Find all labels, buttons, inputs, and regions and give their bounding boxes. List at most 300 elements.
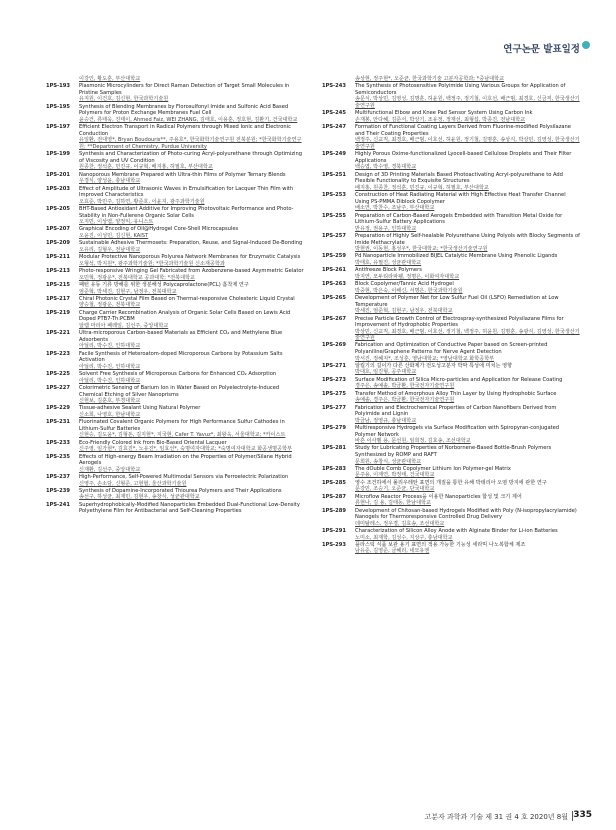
program-entry [322,124,580,150]
program-entry [322,151,580,171]
program-entry [322,494,580,507]
entry-code: 1PS-207 [46,226,70,233]
right-lead-authors-text: 송상현, 정주현*, 오준균, 한국과학기술 고분자공학과; *중남대학교 [355,76,505,82]
entry-authors-text: 경주은, 송예솔, 박금환, 한국전자기술연구원 [355,383,455,390]
entry-authors-text: 반유정, 권용구, 인하대학교 [355,225,417,232]
entry-authors [355,500,580,507]
entry-body [79,419,304,439]
entry-body [79,440,304,453]
program-entry [46,330,304,350]
entry-code: 1PS-203 [46,185,70,192]
entry-authors-text: 박지연, 모두티라파웰, 정명은, 이화여자대학교 [355,273,460,280]
entry-body [79,124,304,150]
entry-code: 1PS-279 [322,425,346,432]
entry-code: 1PS-201 [46,171,70,178]
entry-code: 1PS-217 [46,295,70,302]
entry-title: Synthesis of Blending Membranes by Florosulfonyl Imide and Sulfonic Acid Based Polymers for Proton Exchange Membranes Fuel Cell [79,103,289,117]
header-section-title: 연구논문 발표일정 [503,44,580,55]
entry-code: 1PS-285 [322,479,346,486]
program-entry [322,213,580,233]
entry-authors [355,438,580,445]
entry-authors [355,137,580,150]
entry-code: 1PS-251 [322,171,346,178]
entry-body [355,281,580,294]
entry-title: 플라스틱 식품 보관 용기 표면의 적용 가능한 기능성 세라믹 나노복합체 제조 [355,541,526,548]
entry-body [355,391,580,404]
entry-body [355,124,580,150]
entry-body [79,351,304,371]
entry-title: Charge Carrier Recombination Analysis of Organic Solar Cells Based on Lewis Acid Doped PTB7-Th:PCBM [79,309,291,323]
entry-code: 1PS-275 [322,390,346,397]
entry-title: The dOuble Comb Copolymer Lithium Ion Polymer-gel Matrix [355,465,511,472]
program-entry [322,466,580,479]
entry-authors-text: 박대호, 임진형, 공주대학교 [355,369,417,376]
entry-code: 1PS-193 [46,83,70,90]
entry-title: Study for Lubricating Properties of Norbornene-Based Bottle-Brush Polymers Synthesized by ROMP and RAFT [355,445,552,459]
entry-authors-text: 박중현, 박은숙, 이해신, 서명은, 한국과학기술원 [355,287,463,294]
entry-authors-text: 신영주, 손소담, 신형준, 고현협, 울산과학기술원 [79,480,187,487]
entry-body [79,104,304,124]
entry-title: Fluorinated Covalent Organic Polymers for High Performance Sulfur Cathodes in Lithium-Sulfur Batteries [79,419,285,432]
entry-authors [355,329,580,342]
entry-authors [355,418,580,425]
program-entry [322,233,580,253]
entry-code: 1PS-205 [46,205,70,212]
entry-title: Highly Porous Oxime-functionalized Lyocell-based Cellulose Droplets and Their Filter Applications [355,151,572,164]
entry-title: Antifreeze Block Polymers [355,267,422,274]
entry-authors [79,398,304,405]
entry-body [355,405,580,425]
entry-code: 1PS-239 [46,487,70,494]
entry-code: 1PS-199 [46,151,70,158]
entry-code: 1PS-223 [46,350,70,357]
entry-title: Fabrication and Electrochemical Properties of Carbon Nanofibers Derived from Polyimide and Lignin [355,404,557,418]
entry-authors [79,261,304,268]
entry-authors-text: 알렙 마리아 페레일, 김선주, 중앙대학교 [79,322,169,329]
entry-body [79,226,304,239]
entry-authors-text: 문강민, 조승기, 오준균, 단국대학교 [355,486,435,493]
entry-authors [79,233,304,240]
entry-authors [79,137,304,150]
program-entry [46,124,304,150]
program-entry [46,83,304,103]
right-column [322,76,580,556]
program-entry [322,542,580,555]
entry-title: Plasmonic Microcylinders for Direct Raman Detection of Target Small Molecules in Pristine Samples [79,83,290,96]
entry-authors [79,117,304,124]
entry-authors-text: 배지홍, 원종찬, 정석훈, 민진규, 이규혁, 허필호, 부산대학교 [355,184,489,191]
entry-code: 1PS-197 [46,124,70,131]
entry-authors-text: 박태호, 유필진, 성균관대학교 [355,259,422,266]
program-entry [322,425,580,445]
entry-authors-text: 신소희, 나영호, 한남대학교 [79,411,141,418]
program-entry [46,186,304,206]
entry-authors-text: 신현승, 김도윤*, 김형돈, 김지현*, 지국현, Cafer T. Yavuz*, 최왕욱, 서울대학교; *카이스트 [79,432,286,439]
entry-body [355,151,580,171]
entry-body [355,377,580,390]
entry-code: 1PS-291 [322,528,346,535]
entry-body [355,253,580,266]
entry-authors-text: 배소연, 박찬수, 조남주, 부산대학교 [355,205,435,212]
entry-authors-text: 송선구, 하성균, 최재민, 김현우, 송창식, 성균관대학교 [79,494,200,501]
entry-title: Preparation of Carbon-Based Aerogels Embedded with Transition Metal Oxide for Lithium-Sulfur Battery Applications [355,212,563,226]
entry-title: Nanoporous Membrane Prepared with Ultra-thin Films of Polymer Ternary Blends [79,171,286,178]
entry-code: 1PS-293 [322,541,346,548]
entry-title: Photo-responsive Wringing Gel Fabricated from Azobenzene-based Asymmetric Gelator [79,268,304,275]
program-entry [322,528,580,541]
entry-body [355,233,580,253]
entry-body [355,425,580,445]
entry-authors-text: 윤승건, 류태욱, 진태이, Ahmed Faiz, WEI ZHANG, 김태호, 이용훈, 정호현, 김환기, 건국대학교 [79,116,298,123]
entry-body [79,454,304,474]
program-entry [322,316,580,342]
entry-authors-text: 박서진, 정혜지*, 조성훈, 영남대학교; *영남대학교 화학공학부 [355,355,495,362]
entry-title: Transfer Method of Amorphous Alloy Thin Layer by Using Hydrophobic Surface [355,390,557,397]
program-entry [322,172,580,192]
entry-title: Multiresponsive Hydrogels via Surface Modification with Spiropyran-conjugated Polymer Network [355,425,560,438]
entry-body [79,151,304,171]
entry-code: 1PS-277 [322,404,346,411]
program-entry [46,488,304,501]
entry-authors-text: 아딜리, 박수진, 인하대학교 [79,343,141,350]
entry-title: Characterization of Silicon Alloy Anode with Alginate Binder for Li-ion Batteries [355,528,558,535]
entry-authors [79,199,304,206]
program-entry [322,363,580,376]
entry-body [355,466,580,479]
entry-authors [355,274,580,281]
entry-body [79,405,304,418]
entry-authors-text: 오유리, 김형우, 전남대학교 [79,246,141,253]
entry-authors [355,397,580,404]
entry-authors [355,260,580,267]
entry-title: Effect of Amplitude of Ultrasonic Waves in Emulsification for Lacquer Thin Film with Improved Characteristics [79,185,294,199]
entry-body [355,192,580,212]
program-entry [322,253,580,266]
entry-code: 1PS-259 [322,253,346,260]
entry-authors-text: 우경식, 양성윤, 충남대학교 [79,178,141,185]
entry-title: Development of Chitosan-based Hydrogels Modified with Poly (N-isopropylacrylamide) Nanogels for Thermoresponsive Controlled Drug Delivery [355,507,577,521]
program-entry [46,172,304,185]
entry-authors-text: 박상민, 신교직, 최경호, 배근범, 이호선, 정기철, 백정주, 허윤원, 김명훈, 송광식, 김영성, 한국생산기술연구원 [355,328,580,342]
program-entry [46,240,304,253]
entry-title: Efficient Electron Transport in Radical Polymers through Mixed Ionic and Electronic Conduction [79,124,291,137]
entry-body [79,282,304,295]
entry-authors-text: 송예솔, 경주은, 박금환, 한국전자기술연구원 [355,397,455,404]
entry-authors-text: 남유준, 김영준, 금혜리, 네모유엔 [355,548,430,555]
entry-authors [79,467,304,474]
entry-body [355,110,580,123]
entry-authors [355,205,580,212]
entry-authors [355,535,580,542]
entry-body [79,371,304,384]
program-entry [322,110,580,123]
entry-authors [355,185,580,192]
entry-code: 1PS-241 [46,501,70,508]
page-footer [0,806,616,826]
program-entry [322,295,580,315]
entry-body [79,268,304,281]
entry-title: Modular Protective Nanoporous Polyurea Network Membranes for Enzymatic Catalysis [79,254,301,261]
entry-code: 1PS-267 [322,315,346,322]
entry-code: 1PS-283 [322,465,346,472]
entry-body [355,480,580,493]
entry-title: Effects of High-energy Beam Irradiation on the Properties of Polymer/Silane Hybrid Aerogels [79,453,292,467]
entry-authors [79,364,304,371]
entry-code: 1PS-235 [46,453,70,460]
entry-authors-text: 신주영, 임가현*, 김효진*, 노유진*, 임효선*, 숙명여자대학교; *숙명여자대학교 화공생명공학부 [79,446,292,453]
program-entry [322,508,580,528]
entry-authors-text: 오윤진, 이성민, 김신현, KAIST [79,232,149,239]
entry-authors [79,446,304,453]
entry-authors [355,459,580,466]
program-entry [46,502,304,515]
entry-authors-text: 유일환, 전대영*, Bryan Boudouris**, 주용호*, 한국화학기술연구원 전북분원; *한국화학기술연구원; **Department of Chemistry, Purdue University [79,137,302,150]
entry-authors [355,356,580,363]
entry-code: 1PS-237 [46,474,70,481]
entry-title: Synthesis of Dopamine-Incorporated Thiourea Polymers and Their Applications [79,487,282,494]
entry-code: 1PS-247 [322,124,346,131]
program-entry [46,268,304,281]
entry-body [79,186,304,206]
entry-authors [79,343,304,350]
entry-body [79,385,304,405]
entry-authors-text: 박현권, 이동현, 홍성우*, 한국대학교; *한국생산기술연구원 [355,246,488,253]
entry-authors [79,164,304,171]
header-dot-icon [582,41,590,49]
left-column [46,76,304,516]
entry-title: Development of Polymer Net for Low Sulfur Fuel Oil (LSFO) Remediation at Low Temperature [355,295,559,308]
entry-code: 1PS-265 [322,295,346,302]
entry-body [79,254,304,267]
program-entry [322,405,580,425]
entry-body [79,310,304,330]
entry-body [355,172,580,192]
entry-title: Colorimetric Sensing of Barium Ion in Water Based on Polyelectrolyte-Induced Chemical Etching of Silver Nanoprisms [79,384,280,398]
entry-code: 1PS-195 [46,103,70,110]
entry-body [79,502,304,515]
entry-title: Solvent Free Synthesis of Microporous Carbons for Enhanced CO₂ Adsorption [79,371,277,378]
entry-title: Preparation of Highly Self-healable Polyurethane Using Polyols with Blocky Segments of Imide Methacrylate [355,232,580,246]
entry-authors [79,323,304,330]
footer-journal-title: 고분자 과학과 기술 제 31 권 4 호 2020년 8월 [424,813,568,821]
entry-authors [79,275,304,282]
entry-body [79,206,304,226]
entry-authors-text: 신현보, 김훈호, 부경대학교 [79,398,141,405]
entry-authors [79,481,304,488]
program-entry [46,104,304,124]
entry-authors [79,219,304,226]
entry-code: 1PS-269 [322,342,346,349]
entry-code: 1PS-227 [46,384,70,391]
program-entry [322,267,580,280]
entry-code: 1PS-245 [322,110,346,117]
entry-authors [79,494,304,501]
entry-code: 1PS-287 [322,493,346,500]
entry-code: 1PS-257 [322,232,346,239]
entry-title: 영수 조건하에서 폴리우레탄 표면의 개질을 통한 유해 박테리아 오염 방지에 관한 연구 [355,479,547,486]
entry-code: 1PS-271 [322,362,346,369]
entry-title: Eco-Friendly Colored Ink from Bio-Based Oriental Lacquer [79,439,227,446]
entry-title: Superhydrophobically-Modified Nanoparticles Embedded Dual-Functional Low-Density Polyethylene Film for Antibacterial and Self-Cleaning Properties [79,501,300,515]
entry-authors [79,302,304,309]
entry-authors [355,383,580,390]
program-entry [46,310,304,330]
entry-code: 1PS-243 [322,83,346,90]
entry-code: 1PS-273 [322,376,346,383]
entry-authors-text: 박금남, 정영규, 충남대학교 [355,417,417,424]
entry-code: 1PS-215 [46,281,70,288]
entry-authors [355,246,580,253]
entry-authors [79,247,304,254]
entry-authors-text: 신재환, 김선주, 중앙대학교 [79,466,141,473]
entry-authors-text: 오민혁, 정광운*, 전북대학교 공과대학; *전북대학교 [79,274,195,281]
entry-authors-text: 오형석, 박지원*, 광주과학기술원; *한국과학기술원 신소재공학과 [79,260,225,267]
entry-body [79,296,304,309]
program-entry [46,206,304,226]
program-entry [46,440,304,453]
entry-authors-text: 원종찬, 정석훈, 민진규, 이규혁, 배지홍, 허필호, 부산대학교 [79,164,213,171]
entry-code: 1PS-263 [322,281,346,288]
entry-authors-text: 아딜리, 박수진, 인하대학교 [79,377,141,384]
entry-authors-text: 문주용, 이재연, 박정태, 건국대학교 [355,472,435,479]
program-entry [46,151,304,171]
entry-body [79,488,304,501]
entry-body [355,542,580,555]
entry-body [355,267,580,280]
entry-code: 1PS-213 [46,268,70,275]
entry-code: 1PS-249 [322,151,346,158]
entry-authors-text: 유지원, 이건호, 김신현, 한국과학기술원 [79,96,169,103]
entry-body [79,172,304,185]
program-entry [322,391,580,404]
entry-title: Synthesis and Characterization of Photo-curing Acryl-polyurethane through Optimizing of Viscosity and UV Condition [79,151,302,164]
entry-code: 1PS-231 [46,419,70,426]
program-entry [46,454,304,474]
entry-authors-text: 양승철, 정광운, 전북대학교 [79,302,141,309]
program-entry [46,371,304,384]
entry-authors-text: 송문식, 박상민, 김영성, 김명훈, 허윤원, 백정주, 정기철, 이호선, 배근범, 최경호, 신금직, 한국생산기술연구원 [355,96,580,109]
entry-authors-text: 문희원, 송창식, 성균관대학교 [355,458,422,465]
entry-authors [355,548,580,555]
entry-body [79,240,304,253]
entry-authors-text: 오지민, 이상엽, 양정익, 유니스트 [79,219,154,226]
entry-body [79,474,304,487]
page-number: 335 [573,810,592,820]
entry-body [355,363,580,376]
entry-title: Sustainable Adhesive Thermosets: Preparation, Reuse, and Signal-Induced De-Bonding [79,240,303,247]
entry-title: 패턴 유동 기류 방해를 위한 생분해성 Polycaprolactone(PCL) 흡착제 연구 [79,281,249,288]
program-entry [46,254,304,267]
entry-authors [79,412,304,419]
entry-authors-text: 데미탈레스, 정우경, 김효송, 조선대학교 [355,520,445,527]
entry-authors [355,288,580,295]
entry-code: 1PS-255 [322,212,346,219]
program-entry [322,480,580,493]
entry-title: Fabrication and Optimization of Conductive Paper based on Screen-printed Polyaniline/Graphene Patterns for Nerve Agent Detection [355,342,548,356]
entry-authors-text: 손재봉, 안다혜, 김준서, 박상기, 조유정, 정재선, 최형섭, 박종진, 전남대학교 [355,116,526,123]
entry-title: Multifunctional Elbow and Knee Pad Sensor System Using Carbon Ink [355,110,533,117]
entry-authors [355,164,580,171]
entry-body [79,83,304,103]
entry-code: 1PS-211 [46,254,70,261]
entry-authors-text: 엄준혁, 박세진, 김현구, 남정우, 전북대학교 [79,288,177,295]
entry-title: Facile Synthesis of Heteroatom-doped Microporous Carbons by Potassium Salts Activation [79,350,283,364]
entry-title: The Synthesis of Photosensitive Polyimide Using Various Groups for Application of Semiconductors [355,83,566,96]
entry-code: 1PS-289 [322,507,346,514]
entry-authors [355,226,580,233]
program-entry [46,474,304,487]
program-entry [46,282,304,295]
entry-body [355,342,580,362]
entry-title: Construction of Heat Radiating Material with High Effective Heat Transfer Channel Using PS-PMMA Diblock Copolymer [355,192,566,205]
entry-body [355,528,580,541]
entry-authors [79,378,304,385]
program-entry [322,192,580,212]
entry-title: BHT-Based Antioxidant Additive for Improving Photovoltaic Performance and Photo-Stability in Non-Fullerene Organic Solar Cells [79,205,294,219]
entry-authors-text: 바흔 이사벨 용, 문선원, 임희정, 김효송, 조선대학교 [355,438,471,445]
entry-authors [355,521,580,528]
entry-code: 1PS-219 [46,309,70,316]
entry-code: 1PS-225 [46,371,70,378]
program-entry [46,405,304,418]
entry-authors [355,486,580,493]
entry-title: Ultra-microporous Carbon-based Materials as Efficient CO₂ and Methylene Blue Adsorbents [79,330,283,343]
left-lead-authors-text: 이강인, 황도훈, 부산대학교 [79,76,141,82]
program-entry [46,296,304,309]
entry-authors-text: 노미소, 최재학, 김성수, 지상구, 충남대학교 [355,534,453,541]
program-entry [322,377,580,390]
entry-body [355,316,580,342]
program-entry [46,385,304,405]
entry-body [355,445,580,465]
entry-authors-text: 백승엽, 박수영, 경북대학교 [355,164,417,171]
entry-title: Tissue-adhesive Sealant Using Natural Polymer [79,405,201,412]
entry-authors [355,117,580,124]
entry-title: Graphical Encoding of Oil@Hydrogel Core-Shell Microcapsules [79,226,239,233]
entry-authors-text: 오효준, 박민주, 김하연, 황준호, 이윤지, 광주과학기술원 [79,198,205,205]
entry-title: Design of 3D Printing Materials Based Photoactivating Acryl-polyurethane to Add Flexible Functionality to Exquisite Structures [355,171,563,185]
entry-authors [79,178,304,185]
entry-title: Surface Modification of Silica Micro-particles and Application for Release Coating [355,376,563,383]
program-entry [46,351,304,371]
entry-authors [355,472,580,479]
entry-title: Formation of Functional Coating Layers Derived from Fluorine-modified Polysilazane and Their Coating Properties [355,124,571,137]
program-entry [322,342,580,362]
entry-authors [79,96,304,103]
left-lead-authors [46,76,304,83]
entry-body [355,83,580,109]
entry-authors-text: 박세진, 엄준혁, 김현구, 남정우, 전북대학교 [355,308,453,315]
entry-authors-text: 류현나, 김 용, 김태동, 한남대학교 [355,500,431,507]
entry-authors [355,96,580,109]
entry-body [79,330,304,350]
entry-body [355,213,580,233]
entry-authors [355,308,580,315]
entry-code: 1PS-233 [46,439,70,446]
entry-code: 1PS-253 [322,192,346,199]
entry-body [355,494,580,507]
right-lead-authors [322,76,580,83]
entry-authors [355,369,580,376]
entry-authors [79,432,304,439]
program-entry [46,419,304,439]
entry-title: Chiral Photonic Crystal Film Based on Thermal-responsive Cholesteric Liquid Crystal [79,295,295,302]
entry-title: Precise Particle Growth Control of Electrospray-synthesized Polysilazane Films for Improvement of Hydrophobic Properties [355,315,564,329]
entry-code: 1PS-261 [322,267,346,274]
entry-code: 1PS-209 [46,240,70,247]
program-entry [46,226,304,239]
entry-title: High-Performance, Self-Powered Multimodal Sensors via Ferroelectric Polarization [79,474,289,481]
